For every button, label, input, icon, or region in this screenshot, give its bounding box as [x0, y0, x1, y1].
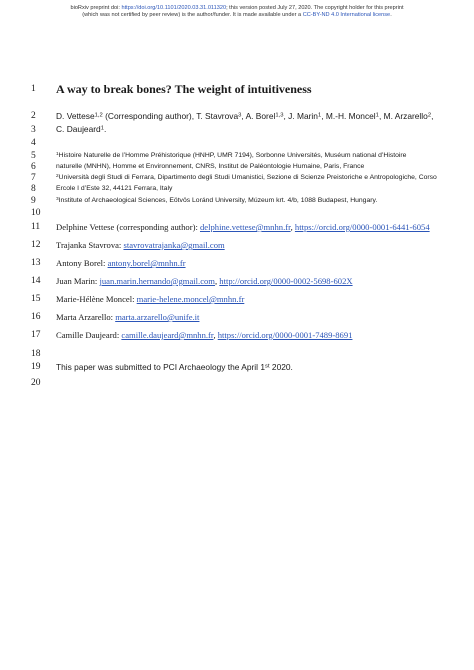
contact-row [56, 276, 428, 286]
email-link[interactable]: antony.borel@mnhn.fr [107, 258, 186, 268]
ordinal-suffix: st [265, 363, 270, 370]
affiliation-marker: 3 [56, 196, 59, 202]
author-separator: , [431, 111, 434, 121]
affiliation-marker: 1,3 [275, 112, 284, 119]
author-separator: . [103, 124, 107, 134]
line-number: 2 [31, 111, 36, 121]
affiliation-1-line-1 [56, 152, 428, 159]
header-doi-prefix: bioRxiv preprint doi: [70, 5, 122, 11]
line-number: 13 [31, 258, 41, 268]
line-number: 19 [31, 362, 41, 372]
paper-title: A way to break bones? The weight of intuitiveness [56, 82, 312, 96]
affiliation-2-line-1 [56, 173, 437, 181]
line-number: 14 [31, 276, 41, 286]
submission-note [56, 362, 428, 372]
header-license-text: (which was not certified by peer review) is the author/funder. It is made available under a [82, 12, 302, 19]
contact-row [56, 222, 428, 232]
affiliation-2-line-2: Ercole I d’Este 32, 44121 Ferrara, Italy [56, 185, 173, 192]
author-name: , M.-H. Moncel [321, 111, 376, 121]
email-link[interactable]: marie-helene.moncel@mnhn.fr [136, 294, 245, 304]
line-number: 10 [31, 208, 41, 218]
line-number: 17 [31, 330, 41, 340]
contact-name: Juan Marin: [56, 276, 100, 286]
line-number: 6 [31, 162, 36, 172]
line-number: 4 [31, 138, 36, 148]
line-number: 15 [31, 294, 41, 304]
header-posted-text: ; this version posted July 27, 2020. The copyright holder for this preprint [226, 5, 404, 11]
line-number: 3 [31, 125, 36, 135]
contact-name: Antony Borel: [56, 258, 108, 268]
affiliation-text: Histoire Naturelle de l’Homme Préhistorique (HNHP, UMR 7194), Sorbonne Universités, Muséum national d’Histoire [58, 152, 407, 159]
author-line-2 [56, 124, 428, 134]
license-link[interactable]: CC-BY-ND 4.0 International license [302, 12, 391, 19]
affiliation-marker: 2 [427, 112, 432, 119]
affiliation-marker: 1 [375, 112, 379, 119]
contact-separator: , [215, 276, 220, 286]
contact-name: Trajanka Stavrova: [56, 240, 124, 250]
affiliation-marker: 1 [100, 125, 104, 132]
submission-text: This paper was submitted to PCI Archaeology the April 1 [56, 362, 266, 372]
author-name: , M. Arzarello [378, 111, 428, 121]
orcid-link[interactable]: https://orcid.org/0000-0001-6441-6054 [294, 222, 430, 232]
affiliation-marker: 1 [317, 112, 322, 119]
email-link[interactable]: delphine.vettese@mnhn.fr [199, 222, 291, 232]
affiliation-1-line-2: naturelle (MNHN), Homme et Environnement, CNRS, Institut de Paléontologie Humaine, Paris, France [56, 163, 365, 170]
contact-row [56, 312, 428, 322]
contact-name: Marie-Hélène Moncel: [56, 294, 137, 304]
author-name: C. Daujeard [56, 124, 101, 134]
affiliation-marker: 2 [56, 173, 59, 179]
email-link[interactable]: juan.marin.hernando@gmail.com [99, 276, 215, 286]
contact-row [56, 294, 428, 304]
line-number: 11 [31, 222, 41, 232]
line-number: 7 [31, 173, 36, 183]
affiliation-marker: 1,2 [94, 112, 103, 119]
doi-link[interactable]: https://doi.org/10.1101/2020.03.31.011320 [121, 5, 227, 11]
author-name: , J. Marin [283, 111, 318, 121]
affiliation-marker: 3 [238, 112, 242, 119]
line-number: 12 [31, 240, 41, 250]
orcid-link[interactable]: https://orcid.org/0000-0001-7489-8691 [217, 330, 353, 340]
affiliation-marker: 1 [56, 151, 59, 157]
orcid-link[interactable]: http://orcid.org/0000-0002-5698-602X [219, 276, 353, 286]
contact-name: Camille Daujeard: [56, 330, 122, 340]
contact-row [56, 240, 428, 250]
line-number: 8 [31, 184, 36, 194]
contact-name: Delphine Vettese (corresponding author): [56, 222, 200, 232]
contact-row [56, 330, 428, 340]
line-number: 18 [31, 349, 41, 359]
email-link[interactable]: camille.daujeard@mnhn.fr [121, 330, 214, 340]
author-name: (Corresponding author), T. Stavrova [102, 111, 239, 121]
line-number: 16 [31, 312, 41, 322]
contact-row [56, 258, 428, 268]
line-number: 9 [31, 196, 36, 206]
line-number: 5 [31, 151, 36, 161]
submission-text-end: 2020. [269, 362, 293, 372]
line-number: 1 [31, 84, 36, 94]
author-name: , A. Borel [241, 111, 276, 121]
author-line-1 [56, 111, 434, 121]
line-number: 20 [31, 378, 41, 388]
author-name: D. Vettese [56, 111, 95, 121]
email-link[interactable]: stavrovatrajanka@gmail.com [123, 240, 225, 250]
affiliation-3 [56, 197, 428, 204]
header-license-end: . [390, 12, 392, 19]
email-link[interactable]: marta.arzarello@unife.it [115, 312, 200, 322]
contact-separator: , [213, 330, 218, 340]
contact-separator: , [290, 222, 295, 232]
contact-name: Marta Arzarello: [56, 312, 116, 322]
affiliation-text: Institute of Archaeological Sciences, Eötvös Loránd University, Múzeum krt. 4/b, 1088 Budapest, Hungary. [58, 197, 378, 204]
affiliation-text: Università degli Studi di Ferrara, Dipartimento degli Studi Umanistici, Sezione di Scienze Preistoriche e Antropologiche, Corso [58, 174, 437, 181]
